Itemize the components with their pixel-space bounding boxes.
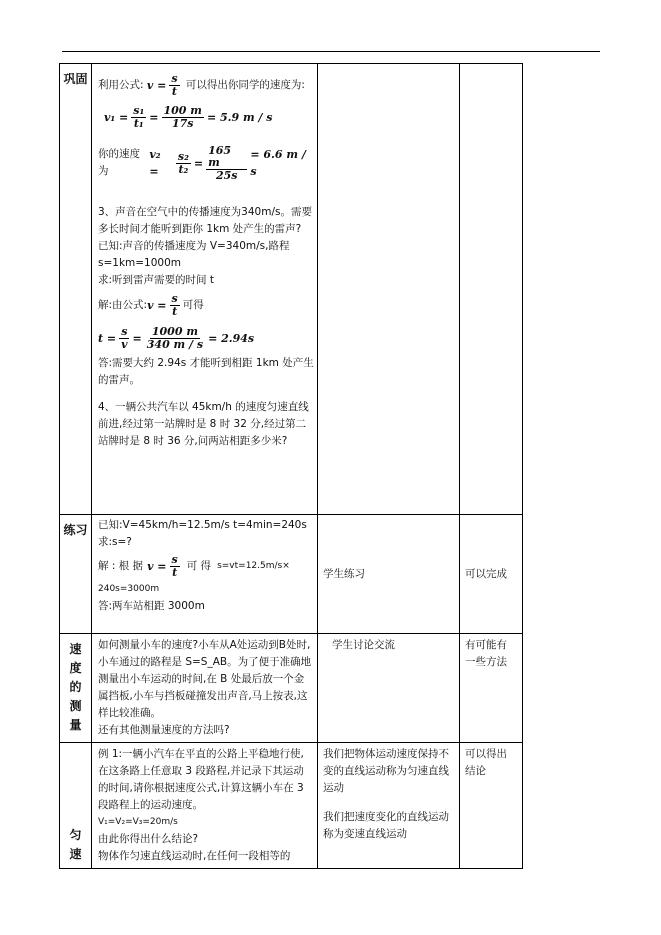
row-label: 练习: [63, 523, 88, 537]
measure-activity: 学生讨论交流: [332, 639, 395, 651]
v2-equation: 你的速度为 v₂ = $\frac{\text{s₂}}{\text{t₂}}$ = $\frac{165 m}{25s}$ = 6.6 m / s: [98, 143, 306, 182]
conclusion-text: 物体作匀速直线运动时,在任何一段相等的: [98, 850, 291, 862]
measure-text: 如何测量小车的速度?小车从A处运动到B处时,小车通过的路程是 S=S_AB。为了便于准确地测量出小车运动的时间,在 B 处最后放一个金属挡板,小车与挡板碰撞发出声音,马上按表,这样比较准确。: [98, 639, 312, 719]
question-3: 3、声音在空气中的传播速度为340m/s。需要多长时间才能听到距你 1km 处产生的雷声?: [98, 206, 312, 235]
answer-4: 答:两车站相距 3000m: [98, 600, 205, 612]
activity-cell: [318, 64, 460, 515]
example-1: 例 1:一辆小汽车在平直的公路上平稳地行使,在这条路上任意取 3 段路程,并记录下其运动的时间,请你根据速度公式,计算这辆小车在 3 段路程上的运动速度。: [98, 748, 304, 811]
row-label: 巩固: [63, 72, 88, 86]
row-label-measure: 速 度 的 测 量: [69, 642, 82, 732]
question-4: 4、一辆公共汽车以 45km/h 的速度匀速直线前进,经过第一站牌时是 8 时 32 分,经过第二站牌时是 8 时 36 分,问两站相距多少米?: [98, 401, 309, 447]
goal-cell: [460, 64, 523, 515]
solve-3: 解:由公式: v = $\frac{s}{t}$ 可得: [98, 291, 204, 318]
speed-equal: V₁=V₂=V₃=20m/s: [98, 817, 178, 827]
measure-goal: 有可能有一些方法: [465, 639, 507, 668]
answer-3: 答:需要大约 2.94s 才能听到相距 1km 处产生的雷声。: [98, 357, 314, 386]
uniform-goal: 可以得出结论: [465, 748, 507, 777]
conclusion-question: 由此你得出什么结论?: [98, 833, 199, 845]
row-uniform: [60, 743, 523, 869]
variable-definition: 我们把速度变化的直线运动称为变速直线运动: [323, 811, 449, 840]
practice-activity: 学生练习: [323, 567, 365, 580]
lesson-table: [59, 63, 523, 869]
content-cell: [92, 64, 318, 515]
header-rule: [62, 51, 600, 52]
row-measure: [60, 634, 523, 743]
row-practice: [60, 515, 523, 634]
speed-formula: v = $\frac{s}{t}$: [146, 71, 178, 98]
known-3: 已知:声音的传播速度为 V=340m/s,路程 s=1km=1000m: [98, 240, 290, 269]
formula-intro: 利用公式:: [98, 79, 144, 91]
t-equation: t = $\frac{s}{v}$ = $\frac{1000 m}{340 m / s}$ = 2.94s: [98, 324, 255, 351]
label-cell: [60, 64, 92, 515]
row-label-uniform: 匀 速: [69, 828, 82, 861]
solve-4: 解 : 根 据 v = $\frac{s}{t}$ 可 得 s=vt=12.5m/s×: [98, 552, 290, 579]
formula-outro: 可以得出你同学的速度为:: [185, 79, 305, 91]
calc-4: 240s=3000m: [98, 584, 160, 594]
v1-equation: v₁ = $\frac{\text{s₁}}{\text{t₁}}$ = $\frac{100 m}{17s}$ = 5.9 m / s: [104, 103, 273, 130]
seek-3: 求:听到雷声需要的时间 t: [98, 274, 214, 286]
practice-goal: 可以完成: [465, 567, 507, 580]
known-4: 已知:V=45km/h=12.5m/s t=4min=240s: [98, 519, 307, 531]
seek-4: 求:s=?: [98, 536, 132, 548]
uniform-definition: 我们把物体运动速度保持不变的直线运动称为匀速直线运动: [323, 748, 449, 794]
row-consolidate: [60, 64, 523, 515]
measure-question: 还有其他测量速度的方法吗?: [98, 724, 230, 736]
